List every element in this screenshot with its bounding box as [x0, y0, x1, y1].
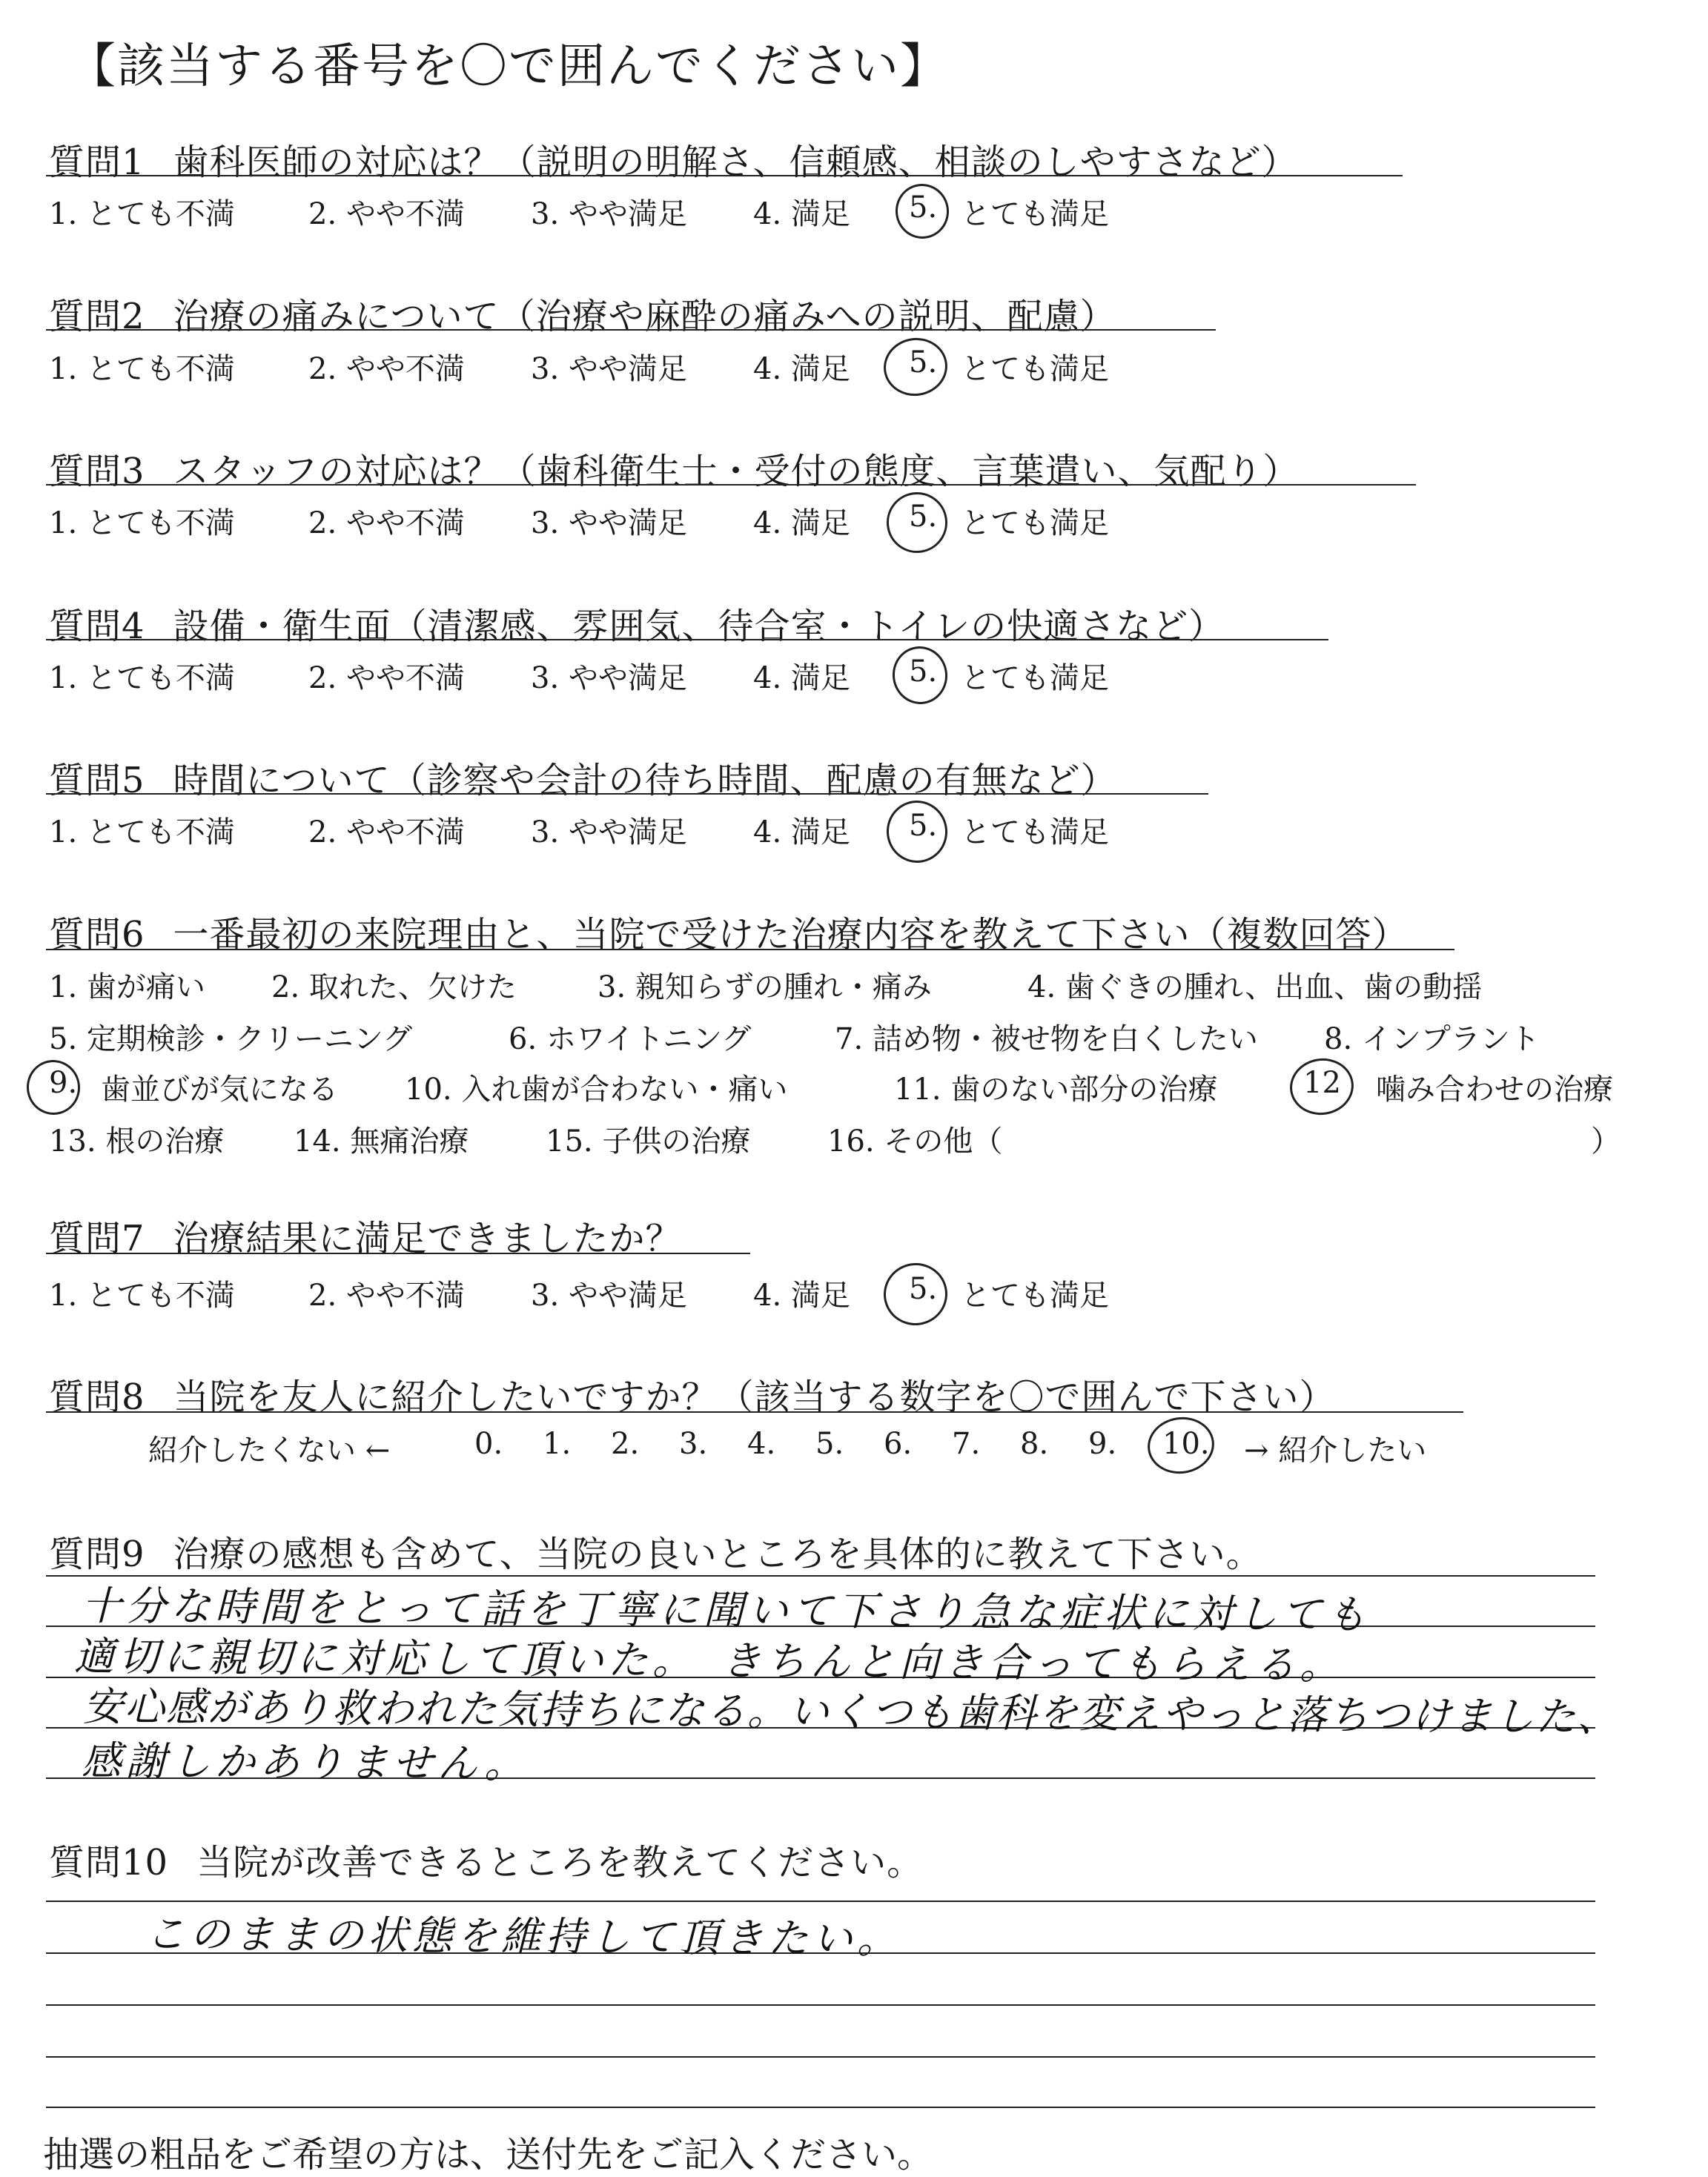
q10-answer-line: [46, 2056, 1595, 2058]
q6-selected-circle-12: [1286, 1054, 1357, 1119]
question-1-text: 歯科医師の対応は？（説明の明解さ、信頼感、相談のしやすさなど）: [173, 142, 1298, 183]
q3-option-4[interactable]: 4. 満足: [753, 506, 850, 540]
q1-option-4[interactable]: 4. 満足: [753, 197, 850, 231]
q4-option-2[interactable]: 2. やや不満: [308, 661, 465, 695]
footer-instruction: 抽選の粗品をご希望の方は、送付先をご記入ください。: [43, 2134, 933, 2176]
q2-selected-circle: [880, 334, 951, 400]
q8-scale-7[interactable]: 7.: [952, 1427, 981, 1461]
question-6-underline: [46, 949, 1454, 950]
q8-left-label: 紹介したくない ←: [148, 1434, 391, 1468]
question-3-underline: [46, 484, 1416, 486]
q1-option-2[interactable]: 2. やや不満: [308, 197, 465, 231]
q1-option-1[interactable]: 1. とても不満: [49, 197, 235, 231]
q6-option-15[interactable]: 15. 子供の治療: [546, 1124, 751, 1159]
question-3-heading: [49, 443, 1300, 494]
q4-option-1[interactable]: 1. とても不満: [49, 661, 235, 695]
question-4-underline: [46, 639, 1328, 640]
question-6-text: 一番最初の来院理由と、当院で受けた治療内容を教えて下さい（複数回答）: [173, 914, 1409, 955]
q4-option-5[interactable]: 5.: [909, 655, 938, 689]
q8-scale-4[interactable]: 4.: [747, 1427, 776, 1461]
question-2-text: 治療の痛みについて（治療や麻酔の痛みへの説明、配慮）: [173, 296, 1116, 337]
q7-option-3[interactable]: 3. やや満足: [531, 1279, 687, 1313]
q1-option-5[interactable]: 5.: [909, 190, 938, 225]
q10-answer-line: [46, 2004, 1595, 2006]
q6-option-5[interactable]: 5. 定期検診・クリーニング: [49, 1022, 413, 1056]
question-8-underline: [46, 1411, 1463, 1413]
question-7-number: 質問7: [49, 1218, 145, 1259]
question-4-number: 質問4: [49, 606, 145, 647]
q7-option-5[interactable]: 5.: [909, 1272, 938, 1306]
q6-option-2[interactable]: 2. 取れた、欠けた: [271, 970, 517, 1004]
q2-option-2[interactable]: 2. やや不満: [308, 352, 465, 386]
q3-option-5[interactable]: 5.: [909, 500, 938, 534]
question-7-underline: [46, 1253, 750, 1254]
q4-option-5-label: とても満足: [961, 661, 1109, 695]
q10-answer-line: [46, 2107, 1595, 2108]
question-8-text: 当院を友人に紹介したいですか？（該当する数字を〇で囲んで下さい）: [173, 1376, 1336, 1418]
question-9-heading: [49, 1525, 1262, 1577]
q1-option-3[interactable]: 3. やや満足: [531, 197, 687, 231]
q6-option-16[interactable]: 16. その他（: [827, 1124, 1003, 1159]
q8-scale-8[interactable]: 8.: [1020, 1427, 1049, 1461]
q6-option-12-label: 噛み合わせの治療: [1376, 1073, 1613, 1107]
q5-option-3[interactable]: 3. やや満足: [531, 815, 687, 849]
q5-option-2[interactable]: 2. やや不満: [308, 815, 465, 849]
question-4-heading: [49, 597, 1225, 649]
q1-option-5-label: とても満足: [961, 197, 1109, 231]
q3-option-5-label: とても満足: [961, 506, 1109, 540]
page-title: 【該当する番号を〇で囲んでください】: [68, 39, 949, 94]
q4-option-3[interactable]: 3. やや満足: [531, 661, 687, 695]
q7-option-1[interactable]: 1. とても不満: [49, 1279, 235, 1313]
question-2-underline: [46, 329, 1216, 331]
q5-option-5-label: とても満足: [961, 815, 1109, 849]
q6-option-12[interactable]: 12: [1303, 1066, 1341, 1100]
q8-scale-1[interactable]: 1.: [543, 1427, 572, 1461]
question-2-heading: [49, 288, 1116, 339]
question-2-number: 質問2: [49, 296, 145, 337]
q7-option-4[interactable]: 4. 満足: [753, 1279, 850, 1313]
q6-option-6[interactable]: 6. ホワイトニング: [509, 1022, 752, 1056]
q10-answer-line-1: このままの状態を維持して頂きたい。: [145, 1910, 902, 1963]
q6-option-8[interactable]: 8. インプラント: [1324, 1022, 1540, 1056]
question-9-number: 質問9: [49, 1534, 145, 1575]
question-5-underline: [46, 793, 1208, 795]
q9-answer-line-4: 感謝しかありません。: [81, 1737, 529, 1788]
q6-option-3[interactable]: 3. 親知らずの腫れ・痛み: [598, 970, 932, 1004]
question-7-text: 治療結果に満足できましたか？: [173, 1218, 682, 1259]
question-5-heading: [49, 752, 1117, 803]
q8-scale-10[interactable]: 10.: [1162, 1427, 1210, 1461]
question-1-number: 質問1: [49, 142, 145, 183]
q6-option-1[interactable]: 1. 歯が痛い: [49, 970, 205, 1004]
q2-option-1[interactable]: 1. とても不満: [49, 352, 235, 386]
q4-selected-circle: [889, 643, 951, 708]
q8-selected-circle: [1144, 1413, 1218, 1478]
q10-answer-line: [46, 1901, 1595, 1902]
q5-option-5[interactable]: 5.: [909, 809, 938, 843]
q3-option-3[interactable]: 3. やや満足: [531, 506, 687, 540]
question-9-text: 治療の感想も含めて、当院の良いところを具体的に教えて下さい。: [173, 1534, 1262, 1575]
q8-scale-0[interactable]: 0.: [474, 1427, 503, 1461]
q7-selected-circle: [880, 1259, 952, 1329]
q8-scale-6[interactable]: 6.: [884, 1427, 913, 1461]
question-5-text: 時間について（診察や会計の待ち時間、配慮の有無など）: [173, 760, 1117, 801]
q6-option-10[interactable]: 10. 入れ歯が合わない・痛い: [405, 1073, 788, 1107]
q6-option-4[interactable]: 4. 歯ぐきの腫れ、出血、歯の動揺: [1027, 970, 1483, 1004]
q5-selected-circle: [883, 797, 952, 867]
q9-answer-line-2: 適切に親切に対応して頂いた。 きちんと向き合ってもらえる。: [73, 1633, 1345, 1689]
q8-scale-9[interactable]: 9.: [1088, 1427, 1117, 1461]
q5-option-4[interactable]: 4. 満足: [753, 815, 850, 849]
question-3-text: スタッフの対応は？（歯科衛生士・受付の態度、言葉遣い、気配り）: [173, 451, 1300, 492]
q6-option-9[interactable]: 9.: [49, 1066, 78, 1100]
q5-option-1[interactable]: 1. とても不満: [49, 815, 235, 849]
q1-selected-circle: [892, 180, 953, 242]
q8-scale-2[interactable]: 2.: [611, 1427, 640, 1461]
q6-option-9-label: 歯並びが気になる: [101, 1073, 338, 1107]
q8-scale-3[interactable]: 3.: [679, 1427, 708, 1461]
q7-option-5-label: とても満足: [961, 1279, 1109, 1313]
question-5-number: 質問5: [49, 760, 145, 801]
q8-right-label: → 紹介したい: [1244, 1434, 1427, 1468]
q9-answer-line-3: 安心感があり救われた気持ちになる。いくつも歯科を変えやっと落ちつけました、: [82, 1683, 1619, 1741]
q7-option-2[interactable]: 2. やや不満: [308, 1279, 465, 1313]
question-10-number: 質問10: [49, 1842, 169, 1883]
q6-option-16-close: ）: [1591, 1124, 1621, 1159]
q2-option-4[interactable]: 4. 満足: [753, 352, 850, 386]
question-8-number: 質問8: [49, 1376, 145, 1418]
q6-option-14[interactable]: 14. 無痛治療: [294, 1124, 469, 1159]
q8-scale-5[interactable]: 5.: [815, 1427, 844, 1461]
question-1-underline: [46, 175, 1403, 176]
q4-option-4[interactable]: 4. 満足: [753, 661, 850, 695]
question-10-text: 当院が改善できるところを教えてください。: [196, 1842, 924, 1883]
q6-option-7[interactable]: 7. 詰め物・被せ物を白くしたい: [835, 1022, 1258, 1056]
q3-option-1[interactable]: 1. とても不満: [49, 506, 235, 540]
question-1-heading: [49, 133, 1298, 185]
q6-option-13[interactable]: 13. 根の治療: [49, 1124, 225, 1159]
q6-option-11[interactable]: 11. 歯のない部分の治療: [894, 1073, 1218, 1107]
q2-option-3[interactable]: 3. やや満足: [531, 352, 687, 386]
question-3-number: 質問3: [49, 451, 145, 492]
q3-option-2[interactable]: 2. やや不満: [308, 506, 465, 540]
question-6-number: 質問6: [49, 914, 145, 955]
q3-selected-circle: [883, 488, 952, 557]
question-10-heading: [49, 1834, 923, 1885]
q2-option-5-label: とても満足: [961, 352, 1109, 386]
q2-option-5[interactable]: 5.: [909, 345, 938, 380]
q9-answer-line-1: 十分な時間をとって話を丁寧に聞いて下さり急な症状に対しても: [81, 1582, 1371, 1639]
question-4-text: 設備・衛生面（清潔感、雰囲気、待合室・トイレの快適さなど）: [173, 606, 1225, 647]
